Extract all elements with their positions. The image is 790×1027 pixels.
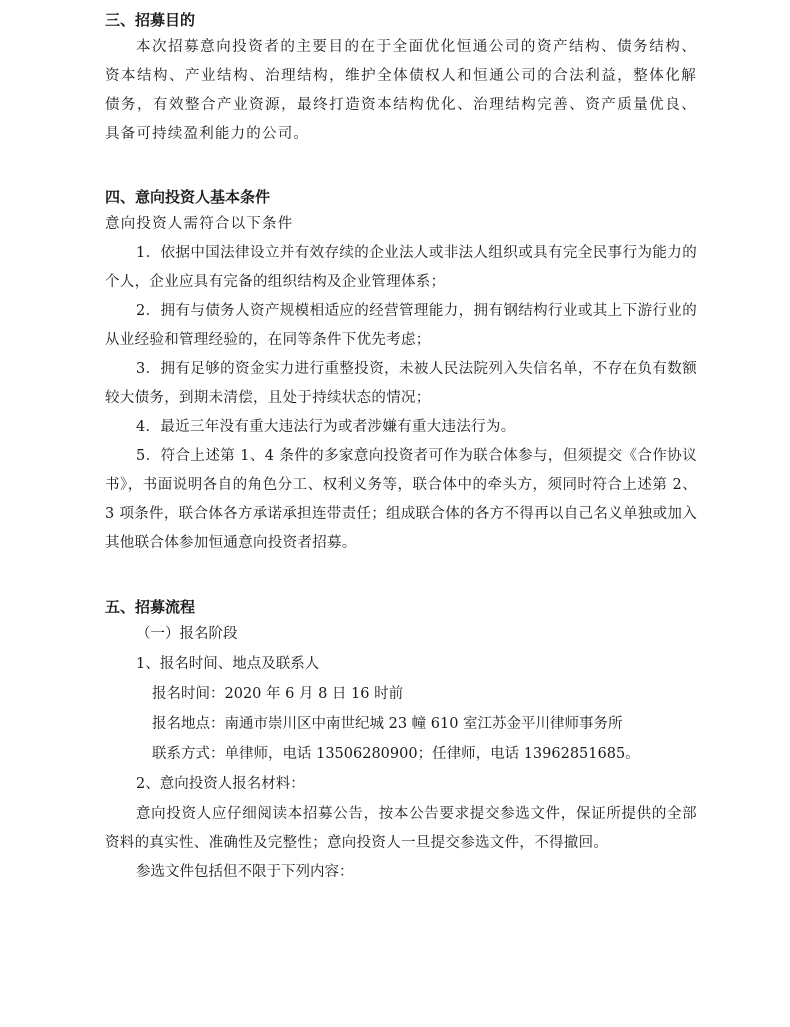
section-4-heading: 四、意向投资人基本条件 (105, 188, 271, 206)
subsection-2-label: 2、意向投资人报名材料： (136, 776, 305, 792)
registration-place: 报名地点：南通市崇川区中南世纪城 23 幢 610 室江苏金平川律师事务所 (152, 716, 623, 732)
contact-info: 联系方式：单律师，电话 13506280900；任律师，电话 13962851685。 (152, 746, 640, 762)
stage-1-label: （一）报名阶段 (136, 626, 238, 642)
condition-item-2: 2．拥有与债务人资产规模相适应的经营管理能力，拥有钢结构行业或其上下游行业的从业经验和管理经验的，在同等条件下优先考虑； (105, 303, 697, 348)
section-3-body: 本次招募意向投资者的主要目的在于全面优化恒通公司的资产结构、债务结构、资本结构、产业结构、治理结构，维护全体债权人和恒通公司的合法利益，整体化解债务，有效整合产业资源，最终打造资本结构优化、治理结构完善、资产质量优良、具备可持续盈利能力的公司。 (105, 39, 697, 142)
materials-paragraph: 意向投资人应仔细阅读本招募公告，按本公告要求提交参选文件，保证所提供的全部资料的真实性、准确性及完整性；意向投资人一旦提交参选文件，不得撤回。 (105, 806, 697, 851)
condition-item-4: 4．最近三年没有重大违法行为或者涉嫌有重大违法行为。 (136, 419, 516, 435)
materials-include-line: 参选文件包括但不限于下列内容： (136, 864, 354, 880)
condition-item-5: 5．符合上述第 1、4 条件的多家意向投资者可作为联合体参与，但须提交《合作协议书》，书面说明各自的角色分工、权利义务等，联合体中的牵头方，须同时符合上述第 2、3 项条件，联合体各方承诺承担连带责任；组成联合体的各方不得再以自己名义单独或加入其他联合体参加恒通意向投资者招募。 (105, 448, 697, 551)
condition-item-3: 3．拥有足够的资金实力进行重整投资，未被人民法院列入失信名单，不存在负有数额较大债务，到期未清偿，且处于持续状态的情况； (105, 361, 697, 406)
section-4-intro: 意向投资人需符合以下条件 (105, 216, 294, 232)
registration-time: 报名时间：2020 年 6 月 8 日 16 时前 (152, 686, 404, 702)
subsection-1-label: 1、报名时间、地点及联系人 (136, 656, 320, 672)
section-5-heading: 五、招募流程 (105, 598, 196, 616)
section-3-heading: 三、招募目的 (105, 11, 196, 29)
condition-item-1: 1．依据中国法律设立并有效存续的企业法人或非法人组织或具有完全民事行为能力的个人，企业应具有完备的组织结构及企业管理体系； (105, 245, 697, 290)
